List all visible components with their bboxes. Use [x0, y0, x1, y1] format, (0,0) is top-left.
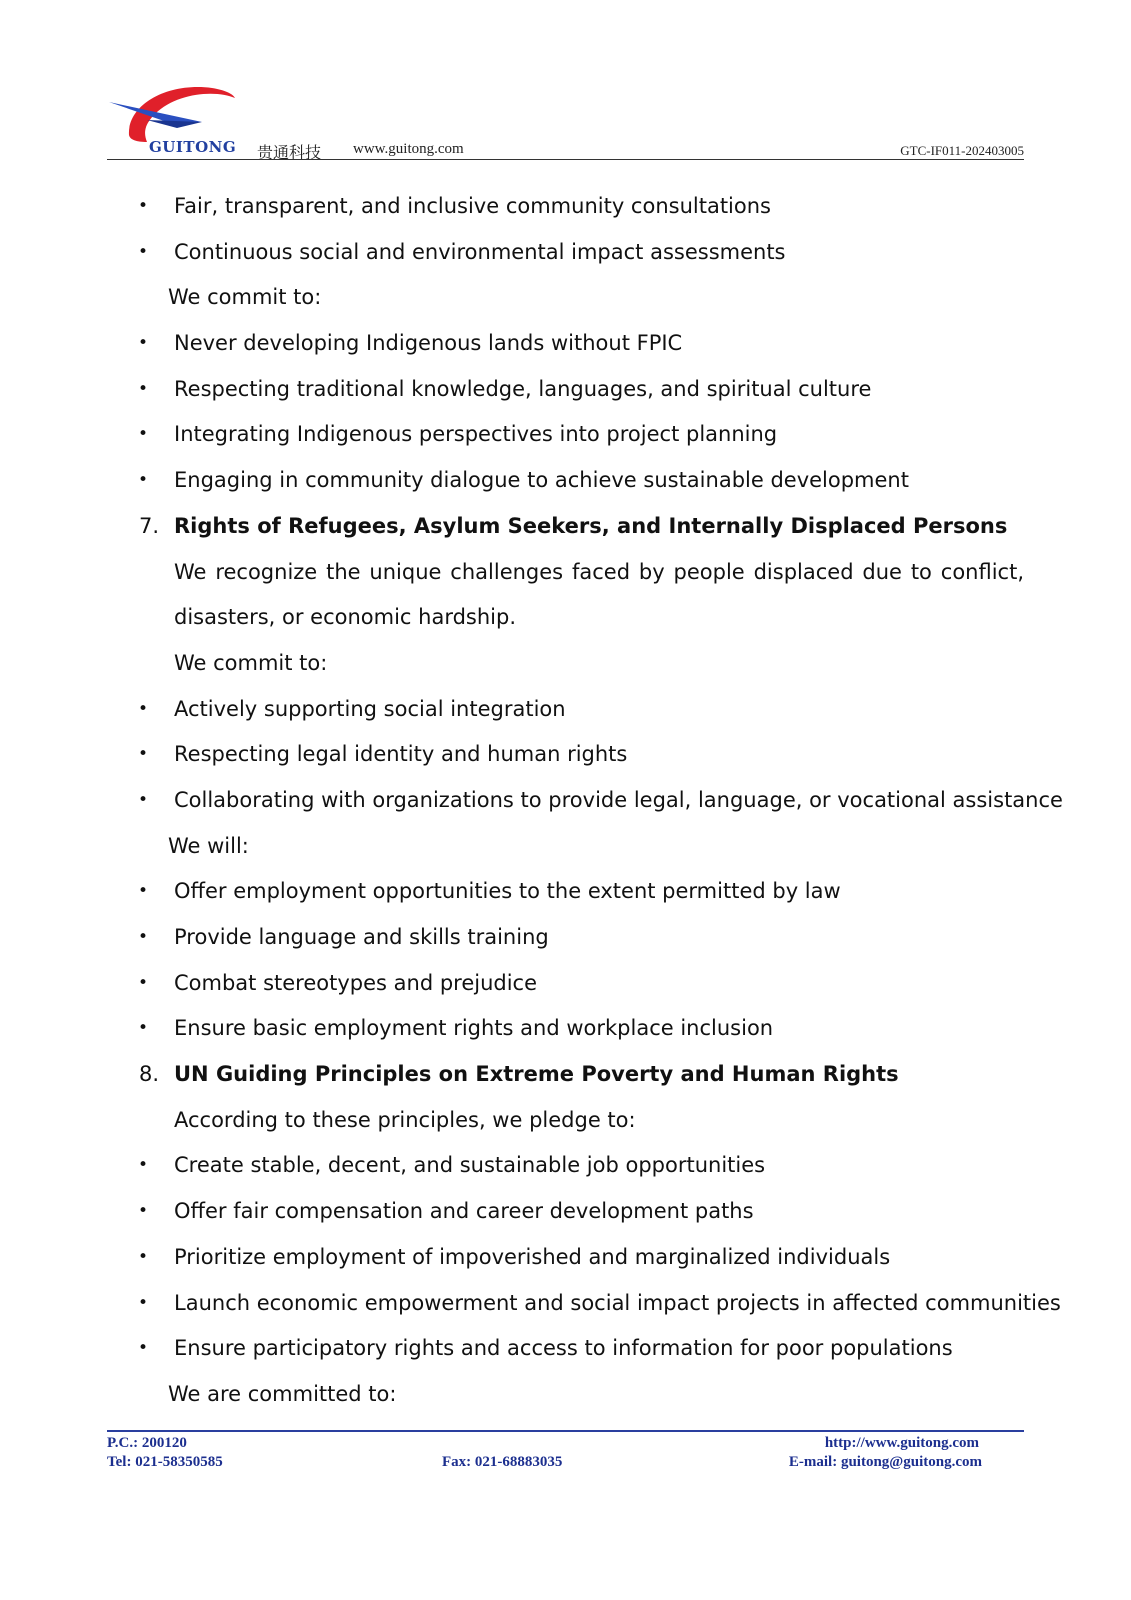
line-text: Provide language and skills training: [174, 925, 549, 949]
paragraph-line: [0, 550, 1131, 596]
bullet-item: [0, 458, 1131, 504]
page-header: [107, 80, 1024, 162]
bullet-item: [0, 961, 1131, 1007]
document-code: GTC-IF011-202403005: [900, 143, 1024, 158]
bullet-item: [0, 184, 1131, 230]
bullet-item: [0, 1006, 1131, 1052]
line-text: We commit to:: [168, 285, 322, 310]
line-text: We are committed to:: [168, 1381, 397, 1406]
bullet-icon: •: [138, 1338, 149, 1359]
bullet-icon: •: [138, 1201, 149, 1222]
line-text: UN Guiding Principles on Extreme Poverty and Human Rights: [174, 1062, 899, 1087]
bullet-item: [0, 687, 1131, 733]
paragraph-line: [0, 641, 1131, 687]
bullet-item: [0, 1143, 1131, 1189]
bullet-item: [0, 732, 1131, 778]
line-text: Respecting legal identity and human rights: [174, 742, 628, 767]
bullet-item: [0, 412, 1131, 458]
line-text: Offer employment opportunities to the extent permitted by law: [174, 879, 841, 904]
line-text: Launch economic empowerment and social impact projects in affected communities: [174, 1290, 1061, 1315]
line-text: We commit to:: [174, 650, 328, 675]
bullet-icon: •: [138, 241, 149, 262]
bullet-icon: •: [138, 881, 149, 902]
bullet-icon: •: [138, 1292, 149, 1313]
line-text: Engaging in community dialogue to achieve sustainable development: [174, 468, 909, 493]
header-website: www.guitong.com: [353, 141, 464, 157]
bullet-icon: •: [138, 972, 149, 993]
line-text: We will:: [168, 833, 249, 858]
line-text: We recognize the unique challenges faced by people displaced due to conflict,: [174, 559, 1024, 584]
section-heading: [0, 504, 1131, 550]
bullet-icon: •: [138, 196, 149, 216]
bullet-icon: •: [138, 333, 149, 354]
line-text: Rights of Refugees, Asylum Seekers, and Internally Displaced Persons: [174, 513, 1008, 538]
bullet-item: [0, 915, 1131, 961]
footer-email-link[interactable]: E-mail: guitong@guitong.com: [788, 1454, 982, 1470]
line-text: Collaborating with organizations to provide legal, language, or vocational assistance: [174, 787, 1063, 812]
company-name-chinese: 贵通科技: [257, 143, 322, 162]
bullet-icon: •: [138, 698, 149, 719]
bullet-item: [0, 778, 1131, 824]
paragraph-line: [0, 275, 1131, 321]
line-text: Create stable, decent, and sustainable job opportunities: [174, 1153, 766, 1178]
line-text: Offer fair compensation and career development paths: [174, 1199, 754, 1224]
line-text: Continuous social and environmental impact assessments: [174, 239, 786, 264]
logo-text: GUITONG: [149, 138, 237, 156]
section-heading: [0, 1052, 1131, 1098]
paragraph-line: [0, 824, 1131, 870]
footer-fax: Fax: 021-68883035: [442, 1454, 563, 1470]
bullet-item: [0, 367, 1131, 413]
bullet-item: [0, 869, 1131, 915]
footer-telephone: Tel: 021-58350585: [107, 1454, 223, 1470]
line-text: Respecting traditional knowledge, languages, and spiritual culture: [174, 376, 872, 401]
bullet-item: [0, 1189, 1131, 1235]
page-footer: [107, 1430, 1024, 1480]
bullet-item: [0, 1281, 1131, 1327]
bullet-item: [0, 321, 1131, 367]
bullet-icon: •: [138, 424, 149, 445]
header-divider: [107, 159, 1024, 160]
footer-divider: [107, 1430, 1024, 1432]
footer-website-link[interactable]: http://www.guitong.com: [824, 1435, 979, 1451]
section-number: 8.: [139, 1062, 160, 1087]
line-text: Fair, transparent, and inclusive community consultations: [174, 194, 771, 218]
bullet-icon: •: [138, 927, 149, 947]
bullet-icon: •: [138, 744, 149, 765]
line-text: Integrating Indigenous perspectives into project planning: [174, 422, 778, 447]
line-text: Never developing Indigenous lands without FPIC: [174, 331, 683, 356]
bullet-icon: •: [138, 378, 149, 399]
line-text: Actively supporting social integration: [174, 696, 566, 721]
line-text: Prioritize employment of impoverished and marginalized individuals: [174, 1244, 891, 1269]
bullet-icon: •: [138, 789, 149, 810]
line-text: According to these principles, we pledge to:: [174, 1107, 636, 1132]
paragraph-line: [0, 1098, 1131, 1144]
bullet-icon: •: [138, 1155, 149, 1176]
section-number: 7.: [139, 513, 160, 538]
paragraph-line: [0, 1372, 1131, 1418]
line-text: disasters, or economic hardship.: [174, 605, 516, 630]
line-text: Ensure basic employment rights and workplace inclusion: [174, 1016, 774, 1041]
line-text: Ensure participatory rights and access to information for poor populations: [174, 1336, 953, 1361]
bullet-item: [0, 1235, 1131, 1281]
document-body: [0, 184, 1131, 1418]
bullet-item: [0, 230, 1131, 276]
bullet-icon: •: [138, 470, 149, 491]
footer-postcode: P.C.: 200120: [107, 1435, 187, 1451]
bullet-icon: •: [138, 1018, 149, 1039]
paragraph-line: [0, 595, 1131, 641]
bullet-item: [0, 1326, 1131, 1372]
bullet-icon: •: [138, 1246, 149, 1267]
line-text: Combat stereotypes and prejudice: [174, 970, 538, 995]
